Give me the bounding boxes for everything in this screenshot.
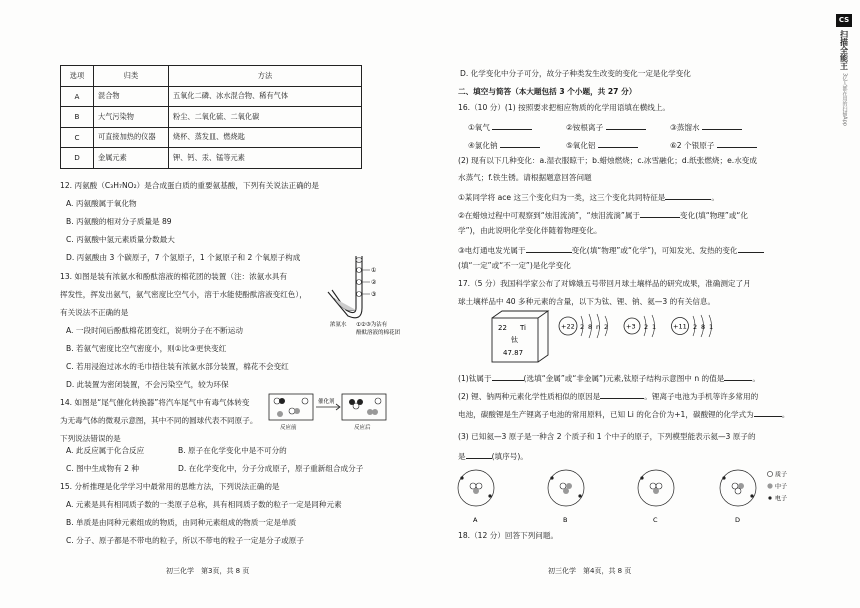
table-row bbox=[61, 107, 362, 128]
q16-item-6 bbox=[670, 139, 757, 151]
q17-part1-b: (选填“金属”或“非金属”)元素,钛原子结构示意图中 n 的值是 bbox=[523, 374, 725, 383]
q18-stem: 18.（12 分）回答下列问题。 bbox=[458, 531, 559, 540]
q15-option-c: C. 分子、原子都是不带电的粒子，所以不带电的粒子一定是分子或原子 bbox=[66, 536, 304, 545]
q14-option-c: C. 图中生成物有 2 种 bbox=[66, 464, 139, 473]
q16-item-5 bbox=[566, 139, 638, 151]
answer-blank[interactable] bbox=[702, 121, 742, 130]
q16-part2-q3c: (填“一定”或“不一定”)是化学变化 bbox=[458, 261, 571, 270]
model-label: B bbox=[563, 516, 568, 524]
shell-electrons: 1 bbox=[652, 323, 657, 331]
model-d bbox=[720, 470, 756, 524]
q12-option-d: D. 丙氨酸由 3 个碳原子，7 个氢原子，1 个氮原子和 2 个氧原子构成 bbox=[66, 253, 301, 262]
table-header-cell: 方法 bbox=[169, 66, 362, 87]
q14-stem-line2: 为无毒气体的微观示意图，其中不同的圆球代表不同原子。 bbox=[60, 416, 258, 425]
q13-option-c: C. 若用浸泡过冰水的毛巾捂住装有浓氨水部分装置，棉花不会变红 bbox=[66, 362, 289, 371]
shell-electrons: 8 bbox=[588, 323, 593, 331]
scanner-watermark bbox=[836, 14, 852, 126]
model-label: C bbox=[653, 516, 658, 524]
q16-part2-q1: ①某同学将 ace 这三个变化归为一类，这三个变化共同特征是 。 bbox=[458, 193, 719, 202]
q16-item-5-label: ⑤氧化铝 bbox=[566, 141, 596, 150]
q16-item-1-label: ①氧气 bbox=[468, 123, 490, 132]
section-2-heading: 二、填空与简答（本大题包括 3 个小题，共 27 分） bbox=[458, 87, 637, 96]
q17-part1-a: (1)钛属于 bbox=[458, 374, 492, 383]
q12-option-b: B. 丙氨酸的相对分子质量是 89 bbox=[66, 217, 172, 226]
q13-option-a: A. 一段时间后酚酞棉花团变红，说明分子在不断运动 bbox=[66, 326, 243, 335]
shell-electrons: 2 bbox=[644, 323, 649, 331]
answer-blank[interactable] bbox=[466, 450, 492, 459]
table-cell: 烧杯、蒸发皿、燃烧匙 bbox=[169, 127, 362, 148]
q17-part2 bbox=[458, 390, 758, 402]
answer-blank[interactable] bbox=[600, 390, 644, 399]
answer-blank[interactable] bbox=[492, 372, 524, 381]
table-header-cell: 选项 bbox=[61, 66, 94, 87]
ti-atomic-number: 22 bbox=[498, 324, 507, 332]
q16-part2-line2: 水蒸气；f.铁生锈。请根据题意回答问题 bbox=[458, 173, 592, 182]
q17-part2-a: (2) 锂、钠两种元素化学性质相似的原因是 bbox=[458, 392, 601, 401]
q16-part2-q2b-text: 变化(填“物理”或“化 bbox=[680, 211, 748, 220]
q14-stem-line3: 下列说法错误的是 bbox=[60, 434, 121, 443]
q17-part3-a: (3) 已知氦—3 原子是一种含 2 个质子和 1 个中子的原子，下列模型能表示氦—3 原子的 bbox=[458, 432, 756, 441]
table-header-row bbox=[61, 66, 362, 87]
q12-option-a: A. 丙氨酸属于氧化物 bbox=[66, 199, 137, 208]
table-cell: A bbox=[61, 86, 94, 107]
table-cell: 金属元素 bbox=[94, 148, 169, 169]
titanium-element-box bbox=[490, 310, 552, 364]
model-legend bbox=[767, 471, 787, 503]
shell-electrons: n bbox=[596, 323, 601, 331]
fig-caption-cotton-2: 酚酞溶液的棉花团 bbox=[356, 330, 401, 336]
q14-option-b: B. 原子在化学变化中是不可分的 bbox=[178, 446, 287, 455]
q16-item-3 bbox=[670, 121, 742, 133]
table-header-cell: 归类 bbox=[94, 66, 169, 87]
q16-item-2 bbox=[566, 121, 646, 133]
shell-electrons: 2 bbox=[604, 323, 609, 331]
table-cell: 大气污染物 bbox=[94, 107, 169, 128]
model-a bbox=[458, 470, 494, 524]
catalyst-label: 催化剂 bbox=[318, 399, 335, 405]
page-4 bbox=[430, 0, 860, 608]
q16-part2-q2c: 学”)，由此说明化学变化伴随着物理变化。 bbox=[458, 226, 602, 235]
q12-option-c: C. 丙氨酸中氢元素质量分数最大 bbox=[66, 235, 175, 244]
scanner-logo: CS bbox=[836, 14, 852, 27]
na-atom-structure bbox=[672, 315, 714, 337]
q13-stem-line1: 13. 如图是装有浓氨水和酚酞溶液的棉花团的装置（注：浓氨水具有 bbox=[60, 272, 288, 281]
table-cell: C bbox=[61, 127, 94, 148]
ti-name: 钛 bbox=[511, 336, 518, 344]
table-cell: 混合物 bbox=[94, 86, 169, 107]
nucleus-charge: +11 bbox=[673, 322, 687, 331]
ti-symbol: Ti bbox=[520, 324, 527, 332]
table-cell: 钾、钙、汞、锰等元素 bbox=[169, 148, 362, 169]
model-label: D bbox=[735, 516, 741, 524]
q16-item-4-label: ④氯化钠 bbox=[468, 141, 498, 150]
legend-electron: 电子 bbox=[775, 495, 788, 503]
q15-option-d: D. 化学变化中分子可分，故分子种类发生改变的变化一定是化学变化 bbox=[460, 69, 691, 78]
ti-atom-structure bbox=[559, 314, 608, 338]
q13-stem-line3: 有关说法不正确的是 bbox=[60, 308, 129, 317]
q16-item-2-label: ②铵根离子 bbox=[566, 123, 604, 132]
answer-blank[interactable] bbox=[526, 244, 572, 253]
q16-stem: 16.（10 分）(1) 按照要求把相应物质的化学用语填在横线上。 bbox=[458, 103, 670, 112]
q14-option-d: D. 在化学变化中，分子分成原子，原子重新组合成分子 bbox=[178, 464, 364, 473]
nucleus-charge: +3 bbox=[626, 322, 636, 331]
q13-v-tube-figure bbox=[326, 252, 426, 344]
atomic-structure-diagrams bbox=[556, 312, 736, 342]
q17-part2-b: 。锂离子电池为手机等许多常用的 bbox=[644, 392, 759, 401]
answer-blank[interactable] bbox=[754, 408, 782, 417]
q11-classification-table bbox=[60, 65, 362, 169]
q16-part2-line1: (2) 现有以下几种变化：a.湿衣服晾干；b.蜡烛燃烧；c.冰雪融化；d.纸张燃烧；e.水变成 bbox=[458, 156, 757, 165]
q17-part3-c-text: (填序号)。 bbox=[491, 452, 528, 461]
shell-electrons: 2 bbox=[693, 323, 698, 331]
answer-blank[interactable] bbox=[738, 244, 764, 253]
q14-reaction-figure bbox=[268, 392, 388, 432]
ti-atomic-mass: 47.87 bbox=[503, 349, 524, 357]
q17-part3-b bbox=[458, 450, 528, 462]
page-footer-right: 初三化学 第4页，共 8 页 bbox=[548, 567, 632, 575]
q17-part2-c-text: 电池，碳酸锂是生产锂离子电池的常用原料，已知 Li 的化合价为+1，碳酸锂的化学式为 bbox=[458, 410, 754, 419]
shell-electrons: 1 bbox=[709, 323, 714, 331]
q16-part2-q3a-text: ③电灯通电发光属于 bbox=[458, 246, 526, 255]
model-b bbox=[548, 470, 584, 524]
q17-part2-c: 电池，碳酸锂是生产锂离子电池的常用原料，已知 Li 的化合价为+1，碳酸锂的化学式为 。 bbox=[458, 410, 790, 419]
answer-blank[interactable] bbox=[717, 139, 757, 148]
scanner-brand: 扫描全能王 bbox=[839, 30, 849, 70]
shell-electrons: 8 bbox=[701, 323, 706, 331]
fig-label-3: ③ bbox=[371, 291, 377, 298]
q16-part2-q2a bbox=[458, 209, 748, 221]
q16-item-6-label: ⑥2 个银原子 bbox=[670, 141, 715, 150]
fig-label-2: ② bbox=[371, 279, 377, 286]
helium3-models bbox=[454, 464, 794, 526]
fig-caption-cotton-1: ①②③为沾有 bbox=[356, 322, 388, 328]
q15-stem: 15. 分析推理是化学学习中最常用的思维方法，下列说法正确的是 bbox=[60, 482, 280, 491]
q12-stem: 12. 丙氨酸（C₃H₇NO₂）是合成蛋白质的重要氨基酸，下列有关说法正确的是 bbox=[60, 181, 319, 190]
q13-stem-line2: 挥发性，挥发出氨气，氨气密度比空气小，溶于水能使酚酞溶液变红色）， bbox=[60, 290, 307, 299]
table-row bbox=[61, 127, 362, 148]
q15-option-a: A. 元素是具有相同质子数的一类原子总称，具有相同质子数的粒子一定是同种元素 bbox=[66, 500, 342, 509]
q13-option-d: D. 此装置为密闭装置，不会污染空气，较为环保 bbox=[66, 380, 229, 389]
q17-part1: (1)钛属于 (选填“金属”或“非金属”)元素,钛原子结构示意图中 n 的值是 。 bbox=[458, 374, 760, 383]
q14-option-a: A. 此反应属于化合反应 bbox=[66, 446, 145, 455]
q14-stem-line1: 14. 如图是“尾气催化转换器”将汽车尾气中有毒气体转变 bbox=[60, 398, 250, 407]
q16-part2-q3a bbox=[458, 244, 764, 256]
li-atom-structure bbox=[624, 315, 656, 337]
q16-part2-q2a-text: ②在蜡烛过程中可观察到“烛泪流淌”，“烛泪流淌”属于 bbox=[458, 211, 641, 220]
table-row bbox=[61, 86, 362, 107]
after-label: 反应后 bbox=[354, 425, 371, 431]
fig-label-1: ① bbox=[371, 267, 377, 274]
table-cell: 可直接加热的仪器 bbox=[94, 127, 169, 148]
q15-option-b: B. 单质是由同种元素组成的物质，由同种元素组成的物质一定是单质 bbox=[66, 518, 297, 527]
q16-part2-q1-text: ①某同学将 ace 这三个变化归为一类，这三个变化共同特征是 bbox=[458, 193, 666, 202]
page-footer-left: 初三化学 第3页，共 8 页 bbox=[166, 567, 250, 575]
answer-blank[interactable] bbox=[724, 372, 752, 381]
table-cell: 粉尘、二氧化硫、二氧化碳 bbox=[169, 107, 362, 128]
scanner-slogan: 3亿人都在用的扫描App bbox=[841, 73, 848, 126]
answer-blank[interactable] bbox=[492, 121, 532, 130]
fig-caption-ammonia: 浓氨水 bbox=[330, 322, 347, 328]
model-label: A bbox=[473, 516, 478, 524]
table-row bbox=[61, 148, 362, 169]
answer-blank[interactable] bbox=[500, 139, 540, 148]
legend-neutron: 中子 bbox=[775, 483, 788, 491]
model-c bbox=[638, 470, 674, 524]
q16-item-4 bbox=[468, 139, 540, 151]
table-cell: D bbox=[61, 148, 94, 169]
answer-blank[interactable] bbox=[665, 191, 711, 200]
q16-item-3-label: ③蒸馏水 bbox=[670, 123, 700, 132]
q17-stem-line1: 17.（5 分）我国科学家公布了对嫦娥五号带回月球土壤样品的研究成果，准确测定了月 bbox=[458, 279, 751, 288]
nucleus-charge: +22 bbox=[561, 322, 575, 331]
q16-part2-q3b-text: 变化(填“物理”或“化学”)，可知发光、发热的变化 bbox=[571, 246, 738, 255]
answer-blank[interactable] bbox=[606, 121, 646, 130]
answer-blank[interactable] bbox=[640, 209, 680, 218]
table-cell: 五氧化二磷、冰水混合物、稀有气体 bbox=[169, 86, 362, 107]
q17-part3-b-text: 是 bbox=[458, 452, 466, 461]
q16-item-1 bbox=[468, 121, 532, 133]
q13-option-b: B. 若氨气密度比空气密度小，则①比③更快变红 bbox=[66, 344, 227, 353]
table-cell: B bbox=[61, 107, 94, 128]
legend-proton: 质子 bbox=[775, 471, 788, 479]
answer-blank[interactable] bbox=[598, 139, 638, 148]
q17-stem-line2: 球土壤样品中 40 多种元素的含量，以下为钛、锂、钠、氦—3 的有关信息。 bbox=[458, 297, 716, 306]
shell-electrons: 2 bbox=[580, 323, 585, 331]
before-label: 反应前 bbox=[280, 425, 297, 431]
